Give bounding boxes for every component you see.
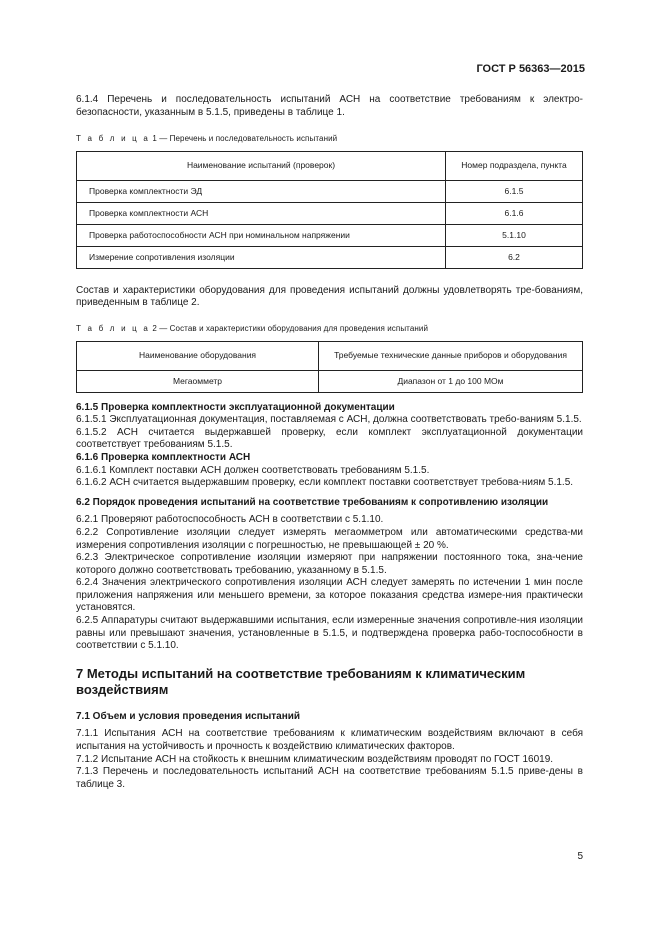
table1-cell-number: 6.1.6 — [446, 202, 583, 224]
paragraph-6-1-5-2: 6.1.5.2 АСН считается выдержавшей проверку, если комплект эксплуатационной документации соответствует требованиям 5.1.5. — [76, 426, 583, 451]
paragraph-equipment: Состав и характеристики оборудования для проведения испытаний должны удовлетворять тре-бованиям, приведенным в таблице 2. — [76, 284, 583, 309]
table1-cell-name: Измерение сопротивления изоляции — [77, 246, 446, 268]
section-6-1-6-title: 6.1.6 Проверка комплектности АСН — [76, 451, 251, 463]
paragraph-6-2-3: 6.2.3 Электрическое сопротивление изоляции измеряют при напряжении постоянного тока, зна-чение которого должно соответствовать требованию, указанному в 5.1.5. — [76, 552, 583, 576]
table-row — [77, 246, 583, 268]
paragraph-7-1-2: 7.1.2 Испытание АСН на стойкость к внешним климатическим воздействиям проводят по ГОСТ 16019. — [76, 753, 554, 765]
section-6-1-5-title: 6.1.5 Проверка комплектности эксплуатационной документации — [76, 401, 395, 413]
table-row — [77, 224, 583, 246]
table1-cell-number: 5.1.10 — [446, 224, 583, 246]
paragraph-7-1-3: 7.1.3 Перечень и последовательность испытаний АСН на соответствие требованиям 5.1.5 приве-дены в таблице 3. — [76, 766, 583, 790]
table2-header-name: Наименование оборудования — [77, 341, 319, 370]
paragraph-6-2-5: 6.2.5 Аппаратуры считают выдержавшими испытания, если измеренные значения сопротивле-ния изоляции равны или превышают значения, установленные в 5.1.5, и подтверждена проверка рабо-тоспособности в соответствии с 5.1.10. — [76, 615, 583, 652]
table1-caption-label: Т а б л и ц а — [76, 134, 151, 144]
paragraph-6-2-2: 6.2.2 Сопротивление изоляции следует измерять мегаомметром или автоматическими средства-ми измерения сопротивления изоляции с погрешностью, не превышающей ± 20 %. — [76, 526, 583, 551]
table-row — [77, 180, 583, 202]
table2-header-spec: Требуемые технические данные приборов и оборудования — [319, 341, 583, 370]
paragraph-7-1-1: 7.1.1 Испытания АСН на соответствие требованиям к климатическим воздействиям включают в себя испытания на устойчивость и прочность к воздействию климатических факторов. — [76, 728, 583, 753]
section-6-2-title: 6.2 Порядок проведения испытаний на соответствие требованиям к сопротивлению изоляции — [76, 496, 549, 508]
paragraph-6-2-1: 6.2.1 Проверяют работоспособность АСН в соответствии с 5.1.10. — [76, 514, 384, 526]
table-1 — [76, 151, 583, 269]
paragraph-6-1-6-1: 6.1.6.1 Комплект поставки АСН должен соответствовать требованиям 5.1.5. — [76, 464, 430, 476]
standard-designation: ГОСТ Р 56363—2015 — [476, 63, 585, 75]
table1-header-number: Номер подраздела, пункта — [446, 151, 583, 180]
paragraph-6-1-6-2: 6.1.6.2 АСН считается выдержавшим проверку, если комплект поставки соответствует требова-ниям 5.1.5. — [76, 477, 574, 489]
table-row — [77, 370, 583, 392]
table1-cell-name: Проверка комплектности АСН — [77, 202, 446, 224]
section-7-title: 7 Методы испытаний на соответствие требованиям к климатическим воздействиям — [76, 665, 526, 697]
table1-cell-name: Проверка комплектности ЭД — [77, 180, 446, 202]
table-2 — [76, 341, 583, 393]
paragraph-6-2-4: 6.2.4 Значения электрического сопротивления изоляции АСН следует замерять по истечении 1 мин после приложения напряжения или меньшего времени, за которое показания средства измере-ния практически установятся. — [76, 577, 583, 614]
paragraph-6-1-5-1: 6.1.5.1 Эксплуатационная документация, поставляемая с АСН, должна соответствовать требо-ваниям 5.1.5. — [76, 414, 582, 426]
table1-cell-number: 6.2 — [446, 246, 583, 268]
table2-caption-label: Т а б л и ц а — [76, 323, 151, 333]
table1-cell-number: 6.1.5 — [446, 180, 583, 202]
table2-cell-name: Мегаомметр — [77, 370, 319, 392]
page-number: 5 — [577, 851, 583, 862]
table1-cell-name: Проверка работоспособности АСН при номинальном напряжении — [77, 224, 446, 246]
table2-caption-text: 2 — Состав и характеристики оборудования для проведения испытаний — [152, 323, 429, 333]
table2-cell-spec: Диапазон от 1 до 100 МОм — [319, 370, 583, 392]
table2-caption — [76, 323, 583, 336]
table1-caption-text: 1 — Перечень и последовательность испытаний — [152, 134, 338, 144]
table1-caption — [76, 133, 583, 146]
table-row — [77, 202, 583, 224]
table1-header-name: Наименование испытаний (проверок) — [77, 151, 446, 180]
page-content — [76, 94, 583, 791]
section-7-1-title: 7.1 Объем и условия проведения испытаний — [76, 710, 301, 722]
paragraph-6-1-4: 6.1.4 Перечень и последовательность испытаний АСН на соответствие требованиям к электро-безопасности, указанным в 5.1.5, приведены в таблице 1. — [76, 94, 583, 118]
